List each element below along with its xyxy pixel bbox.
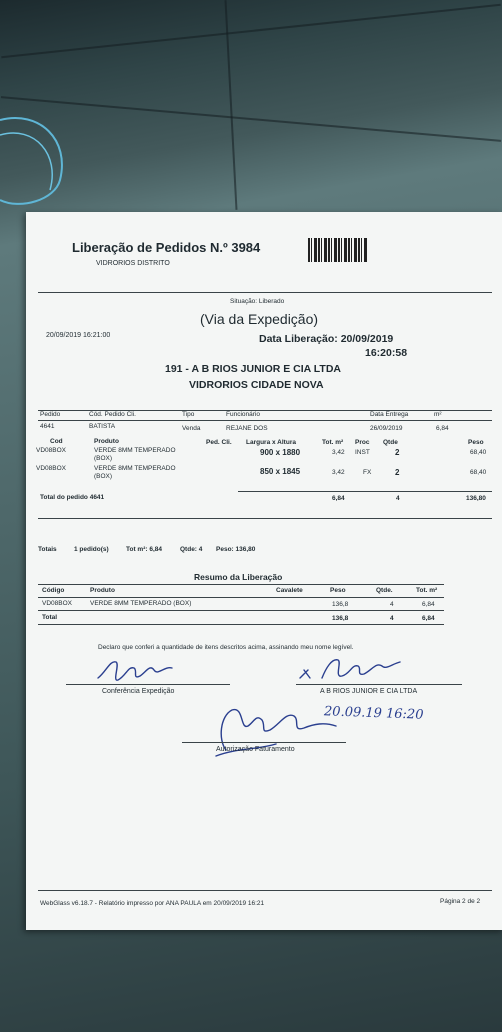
totais-qtde: Qtde: 4 [180, 546, 203, 553]
cliente-signature [296, 648, 416, 686]
handwritten-date: 20.09.19 16:20 [323, 704, 424, 723]
declaration-text: Declaro que conferi a quantidade de itens descritos acima, assinando meu nome legível. [98, 644, 354, 651]
hora-liberacao: 16:20:58 [365, 347, 408, 359]
cod-pedido-cli-value: BATISTA [89, 423, 116, 430]
resumo-total-tot: 6,84 [422, 615, 435, 622]
items-col-cod: Cod [50, 438, 63, 445]
item-qtde: 2 [395, 448, 400, 457]
resumo-row-codigo: VD08BOX [42, 600, 72, 607]
cliente-label: A B RIOS JUNIOR E CIA LTDA [320, 688, 418, 695]
resumo-col-produto: Produto [90, 587, 115, 594]
company-name: VIDRORIOS DISTRITO [96, 260, 170, 267]
item-peso: 68,40 [470, 449, 487, 456]
conferencia-label: Conferência Expedição [102, 688, 175, 695]
item-produto: VERDE 8MM TEMPERADO [94, 447, 176, 454]
signature-line [66, 684, 230, 685]
item-dims: 900 x 1880 [260, 448, 301, 457]
totais-label: Totais [38, 546, 57, 553]
resumo-col-qtde: Qtde. [376, 587, 393, 594]
item-dims: 850 x 1845 [260, 467, 301, 476]
item-proc: FX [363, 469, 372, 476]
resumo-col-codigo: Código [42, 587, 65, 594]
resumo-title: Resumo da Liberação [194, 572, 283, 582]
printed-at: 20/09/2019 16:21:00 [46, 332, 111, 339]
item-tot: 3,42 [332, 449, 345, 456]
divider [38, 597, 444, 598]
col-m2: m² [434, 411, 442, 418]
col-cod-pedido-cli: Cód. Pedido Cli. [89, 411, 136, 418]
resumo-row-qtde: 4 [390, 601, 394, 608]
totais-pedidos: 1 pedido(s) [74, 546, 109, 553]
item-peso: 68,40 [470, 469, 487, 476]
divider [38, 292, 492, 293]
totais-peso: Peso: 136,80 [216, 546, 256, 553]
divider [38, 420, 492, 421]
barcode [308, 238, 368, 262]
items-col-produto: Produto [94, 438, 119, 445]
resumo-col-peso: Peso [330, 587, 346, 594]
col-tipo: Tipo [182, 411, 195, 418]
item-produto: VERDE 8MM TEMPERADO [94, 465, 176, 472]
signature-line [296, 684, 462, 685]
divider [238, 491, 492, 492]
order-total-label: Total do pedido 4641 [40, 494, 105, 501]
totais-m2: Tot m²: 6,84 [126, 546, 162, 553]
pedido-value: 4641 [40, 423, 55, 430]
resumo-total-peso: 136,8 [332, 615, 349, 622]
divider [38, 518, 492, 519]
data-liberacao: Data Liberação: 20/09/2019 [259, 333, 394, 345]
autorizacao-label: Autorização Faturamento [216, 746, 295, 753]
item-produto-sub: (BOX) [94, 455, 113, 462]
col-pedido: Pedido [40, 411, 61, 418]
cable-icon [0, 100, 80, 220]
resumo-total-label: Total [42, 614, 58, 621]
funcionario-value: REJANE DOS [226, 425, 268, 432]
item-proc: INST [355, 449, 370, 456]
item-qtde: 2 [395, 468, 400, 477]
via-label: (Via da Expedição) [200, 311, 319, 327]
signature-line [182, 742, 346, 743]
client-store: VIDRORIOS CIDADE NOVA [189, 379, 324, 391]
order-total-m2: 6,84 [332, 495, 345, 502]
items-col-proc: Proc [355, 439, 370, 446]
floor-tile-seam [1, 4, 500, 58]
items-col-ped-cli: Ped. Cli. [206, 439, 232, 446]
conferencia-signature [92, 652, 182, 686]
document-page [26, 212, 502, 930]
resumo-row-peso: 136,8 [332, 601, 349, 608]
tipo-value: Venda [182, 425, 201, 432]
client-name: 191 - A B RIOS JUNIOR E CIA LTDA [165, 363, 341, 375]
order-total-qtde: 4 [396, 495, 400, 502]
footer-left: WebGlass v6.18.7 - Relatório impresso por ANA PAULA em 20/09/2019 16:21 [40, 900, 265, 907]
divider [38, 610, 444, 611]
footer-divider [38, 890, 492, 891]
resumo-col-tot: Tot. m² [416, 587, 438, 594]
resumo-row-produto: VERDE 8MM TEMPERADO (BOX) [90, 600, 192, 607]
col-data-entrega: Data Entrega [370, 411, 409, 418]
items-col-dims: Largura x Altura [246, 439, 296, 446]
divider [38, 624, 444, 625]
items-col-peso: Peso [468, 439, 484, 446]
item-tot: 3,42 [332, 469, 345, 476]
m2-value: 6,84 [436, 425, 449, 432]
situacao: Situação: Liberado [230, 298, 285, 305]
data-entrega-value: 26/09/2019 [370, 425, 403, 432]
items-col-qtde: Qtde [383, 439, 398, 446]
order-total-peso: 136,80 [466, 495, 486, 502]
item-produto-sub: (BOX) [94, 473, 113, 480]
document-title: Liberação de Pedidos N.º 3984 [72, 240, 261, 255]
item-cod: VD08BOX [36, 465, 66, 472]
resumo-col-cavalete: Cavalete [276, 587, 303, 594]
resumo-row-tot: 6,84 [422, 601, 435, 608]
divider [38, 584, 444, 585]
footer-page: Página 2 de 2 [440, 898, 481, 905]
col-funcionario: Funcionário [226, 411, 260, 418]
items-col-tot: Tot. m² [322, 439, 344, 446]
resumo-total-qtde: 4 [390, 615, 394, 622]
item-cod: VD08BOX [36, 447, 66, 454]
